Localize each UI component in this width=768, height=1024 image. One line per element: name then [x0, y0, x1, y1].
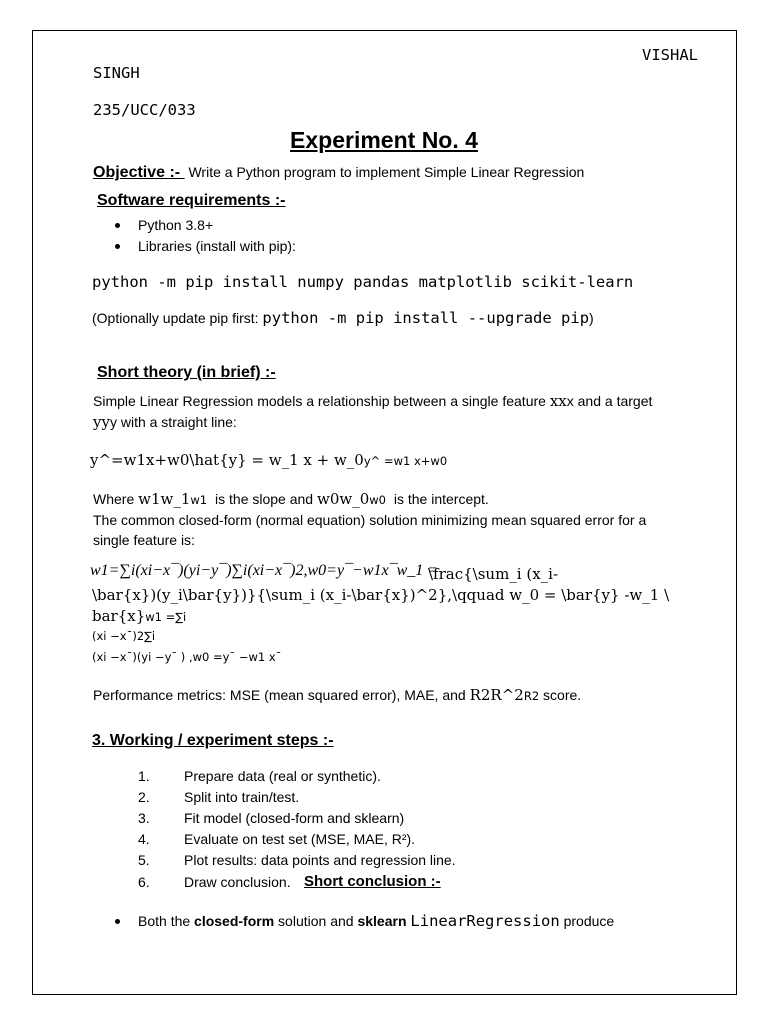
step-text: Plot results: data points and regression line. [184, 852, 456, 868]
where-line [93, 489, 489, 510]
math-feature-x: xx [549, 392, 567, 410]
model-equation-tex: y^=w1x+w0\hat{y} = w_1 x + w_0 [90, 451, 364, 469]
objective-label: Objective :- [93, 164, 185, 181]
step-text: Draw conclusion. [184, 874, 291, 890]
theory-intro-line [93, 391, 652, 411]
code-term: LinearRegression [410, 912, 560, 930]
metrics-prefix: Performance metrics: MSE (mean squared error), MAE, and [93, 687, 470, 703]
software-requirements-heading: Software requirements :- [97, 192, 286, 209]
math-r2-plain: R2 [523, 689, 540, 703]
metrics-line [93, 685, 581, 706]
install-command: python -m pip install numpy pandas matplotlib scikit-learn [92, 273, 634, 291]
closed-form-text: The common closed-form (normal equation) solution minimizing mean squared error for a [93, 512, 647, 528]
step-number: 5. [138, 852, 150, 868]
theory-intro-rest: y with a straight line: [109, 414, 237, 430]
closed-form-text: single feature is: [93, 532, 195, 548]
conclusion-heading: Short conclusion :- [304, 873, 441, 890]
step-text: Fit model (closed-form and sklearn) [184, 810, 405, 826]
math-w0: w0w_0 [316, 490, 370, 508]
text-run: Both the [138, 913, 195, 929]
step-number: 1. [138, 768, 150, 784]
theory-intro-line [93, 412, 237, 432]
formula-plain: (xi −x¯)2∑i [92, 629, 156, 643]
steps-heading: 3. Working / experiment steps :- [92, 732, 334, 749]
math-w1: w1w_1 [138, 490, 191, 508]
author-first-name: VISHAL [642, 46, 698, 64]
step-text: Prepare data (real or synthetic). [184, 768, 381, 784]
theory-intro-text: Simple Linear Regression models a relationship between a single feature [93, 393, 550, 409]
requirement-item: Python 3.8+ [138, 217, 214, 233]
upgrade-command: python -m pip install --upgrade pip [262, 309, 590, 327]
upgrade-note-prefix: (Optionally update pip first: [92, 310, 263, 326]
model-equation [90, 450, 447, 471]
math-w1-plain: w1 [190, 493, 208, 507]
conclusion-bullet-text [138, 911, 614, 931]
step-text: Evaluate on test set (MSE, MAE, R²). [184, 831, 416, 847]
formula-tex-line: \bar{x})(y_i\bar{y})}{\sum_i (x_i-\bar{x})^2},\qquad w_0 = \bar{y} -w_1 \ [92, 586, 670, 604]
formula-italic: w1=∑i(xi−x¯)(yi−y¯)∑i(xi−x¯)2,w0=y¯−w1x¯w_1 = [90, 562, 439, 579]
bullet-marker [115, 244, 120, 249]
objective-line [93, 162, 584, 183]
math-w0-plain: w0 [369, 493, 386, 507]
where-prefix: Where [93, 491, 139, 507]
author-last-name: SINGH [93, 64, 140, 82]
objective-text: Write a Python program to implement Simple Linear Regression [184, 164, 585, 180]
bullet-marker [115, 223, 120, 228]
upgrade-note [92, 308, 594, 328]
formula-plain: w1 =∑i [145, 610, 187, 624]
roll-number: 235/UCC/033 [93, 101, 196, 119]
text-run: solution and [274, 913, 358, 929]
formula-tex-tail: bar{x} [92, 607, 146, 625]
formula-frac-start: \frac{\sum_i (x_i- [428, 565, 559, 583]
requirement-item: Libraries (install with pip): [138, 238, 296, 254]
theory-intro-rest: x and a target [566, 393, 653, 409]
bold-term: sklearn [357, 913, 407, 929]
bold-term: closed-form [194, 913, 275, 929]
math-r2: R2R^2 [469, 686, 524, 704]
step-number: 6. [138, 874, 150, 890]
model-equation-plain: y^ =w1 x+w0 [363, 454, 448, 468]
math-target-y: yy [93, 413, 110, 431]
metrics-suffix: score. [539, 687, 582, 703]
intercept-text: is the intercept. [389, 491, 489, 507]
slope-text: is the slope and [211, 491, 317, 507]
text-run: produce [559, 913, 615, 929]
step-text: Split into train/test. [184, 789, 300, 805]
formula-line [92, 606, 186, 627]
bullet-marker [115, 919, 120, 924]
step-number: 4. [138, 831, 150, 847]
page-title: Experiment No. 4 [290, 127, 478, 153]
theory-heading: Short theory (in brief) :- [97, 364, 276, 381]
step-number: 2. [138, 789, 150, 805]
step-number: 3. [138, 810, 150, 826]
formula-plain: (xi −x¯)(yi −y¯ ) ,w0 =y¯ −w1 x¯ [92, 650, 282, 664]
upgrade-note-suffix: ) [589, 310, 594, 326]
